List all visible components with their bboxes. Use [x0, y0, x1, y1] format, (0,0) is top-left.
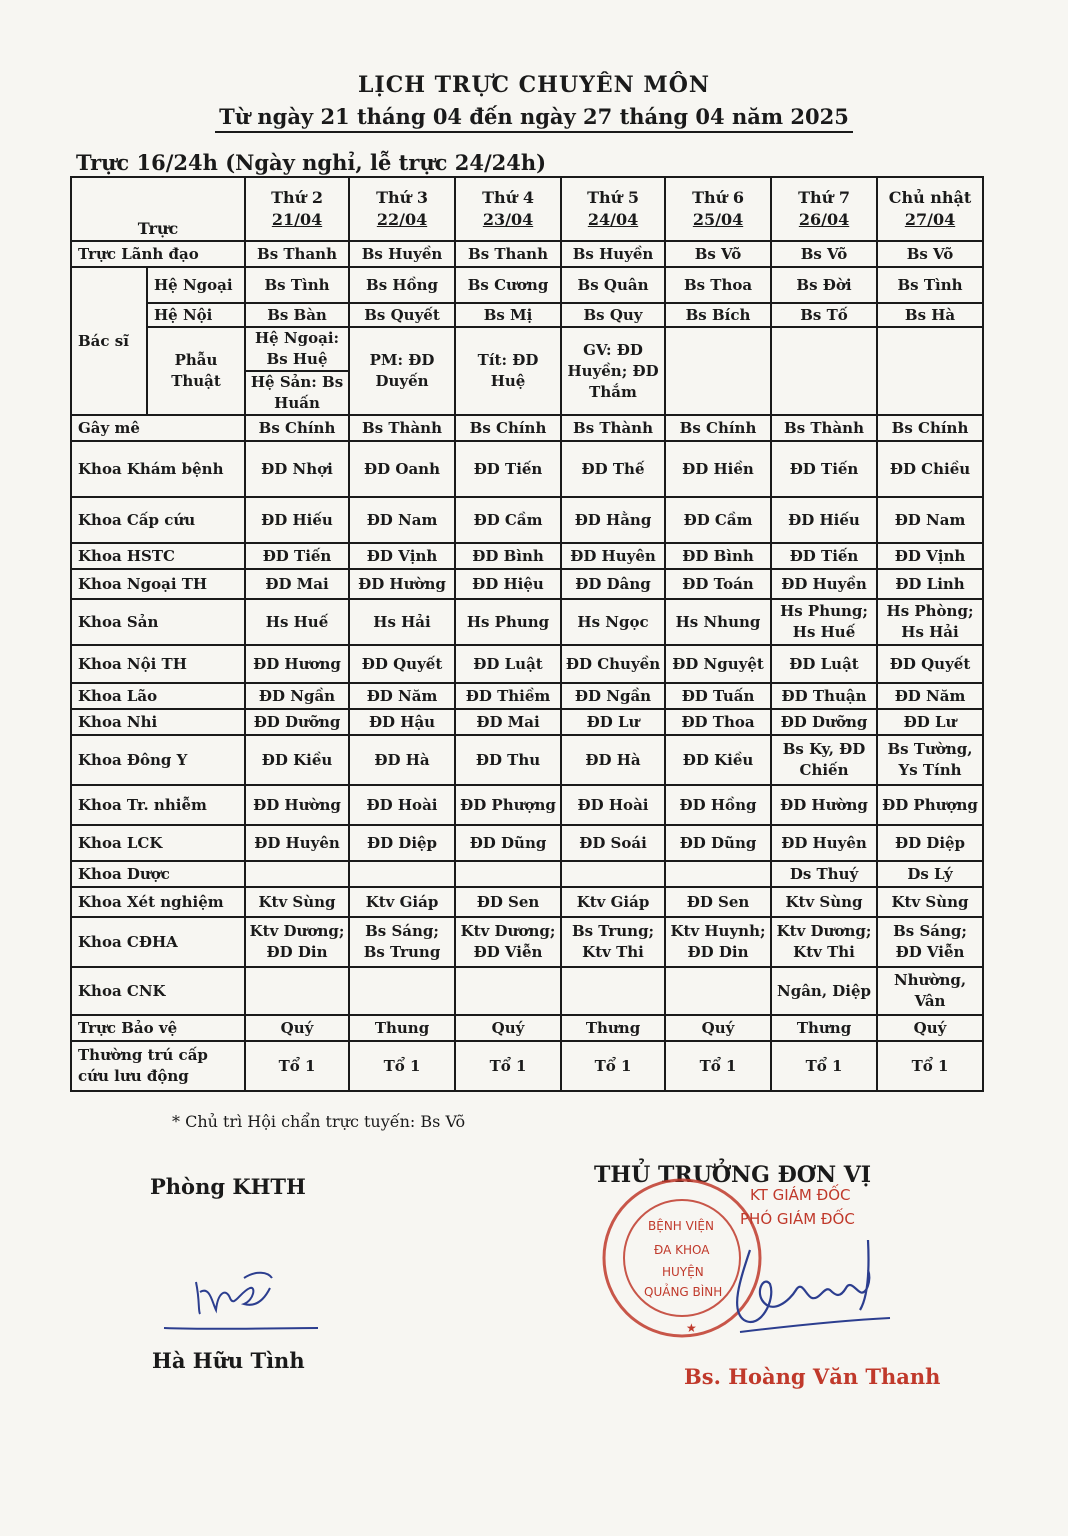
table-cell: Bs Võ: [665, 241, 771, 267]
table-cell: ĐD Hường: [245, 785, 349, 825]
row-label: Khoa Nhi: [71, 709, 245, 735]
table-row: [71, 861, 983, 887]
table-cell: ĐD Nam: [349, 497, 455, 543]
table-cell: ĐD Soái: [561, 825, 665, 861]
table-cell: ĐD Cầm: [665, 497, 771, 543]
table-cell: Tổ 1: [771, 1041, 877, 1091]
table-cell: [771, 327, 877, 415]
table-cell: Ktv Dương; ĐD Din: [245, 917, 349, 967]
table-cell: ĐD Hà: [349, 735, 455, 785]
table-cell: ĐD Hường: [349, 569, 455, 599]
row-label: Khoa Nội TH: [71, 645, 245, 683]
table-cell: ĐD Luật: [771, 645, 877, 683]
header-row: [71, 177, 983, 241]
table-cell: Bs Quy: [561, 303, 665, 327]
table-row: [71, 1041, 983, 1091]
table-cell: Quý: [455, 1015, 561, 1041]
table-cell: Bs Chính: [245, 415, 349, 441]
table-cell: [455, 861, 561, 887]
table-cell: Hs Ngọc: [561, 599, 665, 645]
table-cell: ĐD Hồng: [665, 785, 771, 825]
table-cell: ĐD Phượng: [455, 785, 561, 825]
table-cell: ĐD Huyên: [245, 825, 349, 861]
table-cell: ĐD Hiếu: [245, 497, 349, 543]
table-cell: Quý: [877, 1015, 983, 1041]
row-label: Hệ Nội: [147, 303, 245, 327]
table-row: [71, 497, 983, 543]
table-cell: ĐD Lư: [877, 709, 983, 735]
table-cell: ĐD Ngần: [561, 683, 665, 709]
svg-text:PHÓ GIÁM ĐỐC: PHÓ GIÁM ĐỐC: [740, 1210, 855, 1228]
svg-text:★: ★: [686, 1321, 697, 1335]
table-cell: Hs Hải: [349, 599, 455, 645]
table-cell: Tổ 1: [561, 1041, 665, 1091]
table-cell: ĐD Hà: [561, 735, 665, 785]
table-cell: ĐD Tiến: [771, 543, 877, 569]
table-cell: Bs Thanh: [245, 241, 349, 267]
row-label: Khoa Khám bệnh: [71, 441, 245, 497]
table-cell: Bs Thoa: [665, 267, 771, 303]
header-day: Thứ 6 25/04: [665, 177, 771, 241]
table-cell: ĐD Dưỡng: [245, 709, 349, 735]
table-cell: ĐD Luật: [455, 645, 561, 683]
header-day: Thứ 5 24/04: [561, 177, 665, 241]
table-cell: [561, 861, 665, 887]
table-cell: PM: ĐD Duyến: [349, 327, 455, 415]
row-label: Khoa Sản: [71, 599, 245, 645]
table-cell: Tổ 1: [349, 1041, 455, 1091]
table-cell: ĐD Thế: [561, 441, 665, 497]
table-cell: Bs Võ: [771, 241, 877, 267]
table-cell: Bs Thành: [771, 415, 877, 441]
table-cell: ĐD Toán: [665, 569, 771, 599]
table-cell: ĐD Hường: [771, 785, 877, 825]
left-signature: [160, 1252, 330, 1342]
table-cell: ĐD Tiến: [245, 543, 349, 569]
table-cell: Ngân, Diệp: [771, 967, 877, 1015]
table-cell: ĐD Hiền: [665, 441, 771, 497]
table-cell: Ktv Huynh; ĐD Din: [665, 917, 771, 967]
table-cell: Bs Thành: [561, 415, 665, 441]
right-sign-title: THỦ TRƯỞNG ĐƠN VỊ: [594, 1162, 872, 1188]
table-cell: ĐD Diệp: [877, 825, 983, 861]
table-cell: Quý: [665, 1015, 771, 1041]
table-cell: ĐD Huyền: [771, 569, 877, 599]
table-row: [71, 735, 983, 785]
table-cell: Thung: [349, 1015, 455, 1041]
table-cell: ĐD Nguyệt: [665, 645, 771, 683]
table-cell: Bs Chính: [665, 415, 771, 441]
row-label: Bác sĩ: [71, 267, 147, 415]
table-row: [71, 645, 983, 683]
table-cell: [561, 967, 665, 1015]
table-cell: Ktv Dương; ĐD Viễn: [455, 917, 561, 967]
svg-text:ĐA KHOA: ĐA KHOA: [654, 1243, 710, 1257]
table-cell: ĐD Dâng: [561, 569, 665, 599]
document-title: LỊCH TRỰC CHUYÊN MÔN: [357, 72, 711, 98]
table-cell: [349, 967, 455, 1015]
table-cell: ĐD Hiếu: [771, 497, 877, 543]
table-cell: Hs Phòng; Hs Hải: [877, 599, 983, 645]
table-cell: Bs Hồng: [349, 267, 455, 303]
table-cell: Bs Trung; Ktv Thi: [561, 917, 665, 967]
table-cell: Ds Thuý: [771, 861, 877, 887]
table-cell: ĐD Hiệu: [455, 569, 561, 599]
table-row: [71, 415, 983, 441]
table-cell: Thưng: [561, 1015, 665, 1041]
table-cell: ĐD Năm: [349, 683, 455, 709]
table-row: [71, 327, 983, 371]
row-label: Khoa Xét nghiệm: [71, 887, 245, 917]
table-cell: ĐD Thiềm: [455, 683, 561, 709]
row-label: Khoa Dược: [71, 861, 245, 887]
table-cell: Bs Bích: [665, 303, 771, 327]
header-day: Chủ nhật 27/04: [877, 177, 983, 241]
table-cell: [455, 967, 561, 1015]
table-cell: ĐD Mai: [455, 709, 561, 735]
table-cell: ĐD Hằng: [561, 497, 665, 543]
table-cell: ĐD Mai: [245, 569, 349, 599]
table-cell: Bs Hà: [877, 303, 983, 327]
table-cell: Hs Nhung: [665, 599, 771, 645]
table-row: [71, 543, 983, 569]
table-row: [71, 599, 983, 645]
svg-text:QUẢNG BÌNH: QUẢNG BÌNH: [644, 1285, 723, 1299]
table-cell: ĐD Oanh: [349, 441, 455, 497]
table-cell: Tổ 1: [245, 1041, 349, 1091]
table-cell: ĐD Phượng: [877, 785, 983, 825]
table-cell: Quý: [245, 1015, 349, 1041]
table-cell: ĐD Lư: [561, 709, 665, 735]
table-cell: Ktv Sùng: [877, 887, 983, 917]
table-cell: ĐD Vịnh: [349, 543, 455, 569]
table-cell: ĐD Quyết: [877, 645, 983, 683]
department-rows: [71, 415, 983, 1091]
table-cell: ĐD Thuận: [771, 683, 877, 709]
table-cell: Bs Huyền: [561, 241, 665, 267]
table-cell: Bs Ky, ĐD Chiến: [771, 735, 877, 785]
row-label: Khoa HSTC: [71, 543, 245, 569]
table-cell: Bs Bàn: [245, 303, 349, 327]
table-cell: ĐD Tiến: [771, 441, 877, 497]
table-cell: Ds Lý: [877, 861, 983, 887]
table-row: [71, 303, 983, 327]
table-cell: ĐD Dũng: [455, 825, 561, 861]
table-cell: Hs Phung: [455, 599, 561, 645]
table-cell: Nhường, Vân: [877, 967, 983, 1015]
table-cell: ĐD Hương: [245, 645, 349, 683]
row-label: Phẫu Thuật: [147, 327, 245, 415]
table-row: [71, 709, 983, 735]
table-cell: ĐD Hoài: [561, 785, 665, 825]
table-cell: ĐD Cầm: [455, 497, 561, 543]
table-cell: Bs Đời: [771, 267, 877, 303]
table-cell: Bs Quân: [561, 267, 665, 303]
table-cell: Ktv Sùng: [771, 887, 877, 917]
table-cell: Hệ Sản: Bs Huấn: [245, 371, 349, 415]
table-cell: ĐD Tuấn: [665, 683, 771, 709]
table-row: [71, 887, 983, 917]
table-row: [71, 267, 983, 303]
table-row: [71, 967, 983, 1015]
header-day: Thứ 2 21/04: [245, 177, 349, 241]
table-row: [71, 241, 983, 267]
table-cell: ĐD Chuyền: [561, 645, 665, 683]
table-cell: Ktv Dương; Ktv Thi: [771, 917, 877, 967]
table-cell: Thưng: [771, 1015, 877, 1041]
table-cell: Bs Tường, Ys Tính: [877, 735, 983, 785]
table-row: [71, 785, 983, 825]
table-cell: ĐD Sen: [455, 887, 561, 917]
row-label: Khoa CNK: [71, 967, 245, 1015]
right-signature: [700, 1220, 900, 1350]
table-cell: Hs Huế: [245, 599, 349, 645]
table-cell: Ktv Giáp: [349, 887, 455, 917]
row-label: Gây mê: [71, 415, 245, 441]
row-label: Khoa Cấp cứu: [71, 497, 245, 543]
table-cell: Tổ 1: [877, 1041, 983, 1091]
table-cell: ĐD Kiều: [665, 735, 771, 785]
table-cell: ĐD Sen: [665, 887, 771, 917]
row-label: Khoa Tr. nhiễm: [71, 785, 245, 825]
table-row: [71, 569, 983, 599]
svg-text:HUYỆN: HUYỆN: [662, 1265, 704, 1279]
schedule-table: [70, 176, 984, 1092]
table-row: [71, 917, 983, 967]
table-cell: [665, 327, 771, 415]
row-label: Thường trú cấp cứu lưu động: [71, 1041, 245, 1091]
table-cell: Bs Thành: [349, 415, 455, 441]
table-cell: Bs Tình: [245, 267, 349, 303]
table-cell: Bs Tình: [877, 267, 983, 303]
table-cell: Ktv Giáp: [561, 887, 665, 917]
table-cell: Tít: ĐD Huệ: [455, 327, 561, 415]
table-cell: GV: ĐD Huyền; ĐD Thắm: [561, 327, 665, 415]
table-cell: Bs Chính: [877, 415, 983, 441]
table-cell: Bs Huyền: [349, 241, 455, 267]
table-cell: [349, 861, 455, 887]
left-sign-dept: Phòng KHTH: [150, 1174, 306, 1199]
table-cell: [877, 327, 983, 415]
table-cell: Bs Thanh: [455, 241, 561, 267]
table-cell: ĐD Nhợi: [245, 441, 349, 497]
footnote: * Chủ trì Hội chẩn trực tuyến: Bs Võ: [172, 1112, 466, 1131]
table-cell: ĐD Dũng: [665, 825, 771, 861]
header-corner: Trực: [71, 177, 245, 241]
svg-text:KT GIÁM ĐỐC: KT GIÁM ĐỐC: [750, 1186, 851, 1204]
svg-text:BỆNH VIỆN: BỆNH VIỆN: [648, 1219, 714, 1233]
row-label: Trực Lãnh đạo: [71, 241, 245, 267]
table-row: [71, 683, 983, 709]
table-cell: Bs Cương: [455, 267, 561, 303]
table-cell: ĐD Tiến: [455, 441, 561, 497]
right-sign-name: Bs. Hoàng Văn Thanh: [684, 1364, 941, 1389]
left-sign-name: Hà Hữu Tình: [152, 1348, 305, 1373]
table-cell: Bs Chính: [455, 415, 561, 441]
row-label: Khoa Lão: [71, 683, 245, 709]
table-cell: Ktv Sùng: [245, 887, 349, 917]
header-day: Thứ 7 26/04: [771, 177, 877, 241]
table-cell: ĐD Diệp: [349, 825, 455, 861]
subtitle: Trực 16/24h (Ngày nghỉ, lễ trực 24/24h): [76, 150, 547, 175]
table-row: [71, 1015, 983, 1041]
table-cell: [245, 861, 349, 887]
table-cell: Bs Quyết: [349, 303, 455, 327]
row-label: Hệ Ngoại: [147, 267, 245, 303]
table-cell: ĐD Chiều: [877, 441, 983, 497]
header-day: Thứ 3 22/04: [349, 177, 455, 241]
table-cell: Bs Mị: [455, 303, 561, 327]
table-cell: ĐD Năm: [877, 683, 983, 709]
table-cell: ĐD Vịnh: [877, 543, 983, 569]
table-cell: Hs Phung; Hs Huế: [771, 599, 877, 645]
table-cell: ĐD Huyên: [771, 825, 877, 861]
table-cell: Bs Tố: [771, 303, 877, 327]
table-row: [71, 825, 983, 861]
table-cell: ĐD Dưỡng: [771, 709, 877, 735]
row-label: Trực Bảo vệ: [71, 1015, 245, 1041]
date-range: Từ ngày 21 tháng 04 đến ngày 27 tháng 04 năm 2025: [0, 104, 1068, 129]
row-label: Khoa Ngoại TH: [71, 569, 245, 599]
table-cell: ĐD Hậu: [349, 709, 455, 735]
table-cell: Bs Võ: [877, 241, 983, 267]
table-cell: ĐD Bình: [665, 543, 771, 569]
table-cell: ĐD Linh: [877, 569, 983, 599]
table-cell: ĐD Ngần: [245, 683, 349, 709]
row-label: Khoa Đông Y: [71, 735, 245, 785]
table-cell: ĐD Thoa: [665, 709, 771, 735]
header-day: Thứ 4 23/04: [455, 177, 561, 241]
table-cell: ĐD Nam: [877, 497, 983, 543]
table-cell: Hệ Ngoại: Bs Huệ: [245, 327, 349, 371]
table-cell: ĐD Huyên: [561, 543, 665, 569]
table-row: [71, 441, 983, 497]
row-label: Khoa LCK: [71, 825, 245, 861]
table-cell: ĐD Kiều: [245, 735, 349, 785]
table-cell: [245, 967, 349, 1015]
table-cell: Bs Sáng; ĐD Viễn: [877, 917, 983, 967]
table-cell: ĐD Thu: [455, 735, 561, 785]
table-cell: ĐD Bình: [455, 543, 561, 569]
table-cell: ĐD Quyết: [349, 645, 455, 683]
table-cell: ĐD Hoài: [349, 785, 455, 825]
table-cell: Tổ 1: [455, 1041, 561, 1091]
table-cell: Bs Sáng; Bs Trung: [349, 917, 455, 967]
table-cell: [665, 967, 771, 1015]
row-label: Khoa CĐHA: [71, 917, 245, 967]
table-cell: [665, 861, 771, 887]
table-cell: Tổ 1: [665, 1041, 771, 1091]
